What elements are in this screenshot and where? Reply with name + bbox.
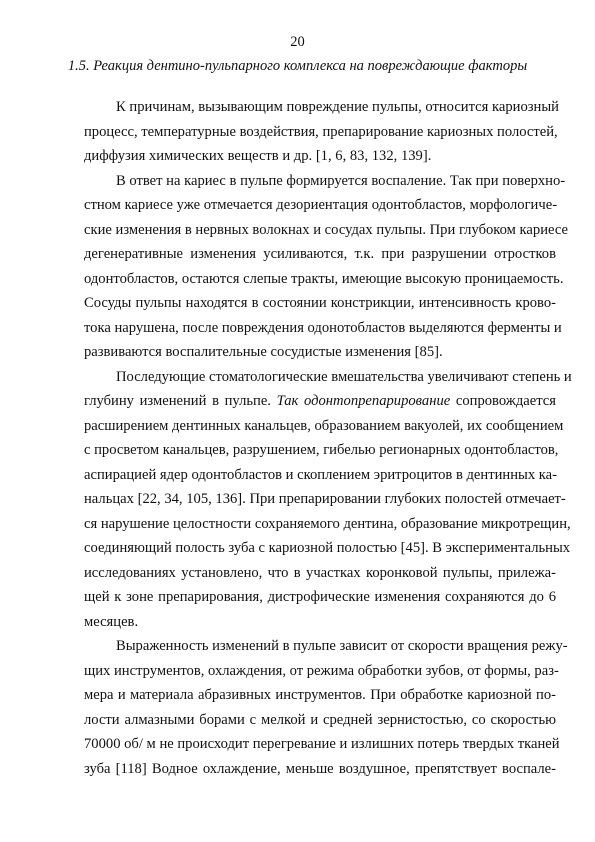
text-line: щей к зоне препарирования, дистрофические изменения сохраняются до 6 bbox=[84, 589, 556, 605]
text-line bbox=[84, 389, 556, 414]
text-line: процесс, температурные воздействия, препарирование кариозных полостей, bbox=[84, 123, 558, 140]
paragraph-4 bbox=[84, 634, 568, 781]
section-heading: 1.5. Реакция дентино-пульпарного комплекса на повреждающие факторы bbox=[67, 58, 528, 74]
italic-term: Так одонтопрепарирование bbox=[276, 393, 451, 409]
body-text bbox=[84, 95, 572, 781]
text-line: Последующие стоматологические вмешательства увеличивают степень и bbox=[116, 368, 572, 385]
paragraph-2 bbox=[84, 169, 568, 365]
text-line: исследованиях установлено, что в участках коронковой пульпы, прилежа- bbox=[84, 564, 556, 581]
text-line: месяцев. bbox=[84, 613, 139, 630]
text-line: одонтобластов, остаются слепые тракты, имеющие высокую проницаемость. bbox=[84, 270, 564, 287]
text-line: зуба [118] Водное охлаждение, меньше воздушное, препятствует воспале- bbox=[84, 760, 556, 777]
text-line: ся нарушение целостности сохраняемого дентина, образование микротрещин, bbox=[84, 515, 571, 532]
text-line: дегенеративные изменения усиливаются, т.к. при разрушении отростков bbox=[84, 246, 556, 262]
text-line: диффузия химических веществ и др. [1, 6, 83, 132, 139]. bbox=[84, 148, 432, 164]
text-line: соединяющий полость зуба с кариозной полостью [45]. В экспериментальных bbox=[84, 540, 571, 556]
text-line: лости алмазными борами с мелкой и средней зернистостью, со скоростью bbox=[84, 711, 556, 728]
text-line: Выраженность изменений в пульпе зависит от скорости вращения режу- bbox=[116, 638, 568, 654]
text-line: В ответ на кариес в пульпе формируется воспаление. Так при поверхно- bbox=[116, 172, 566, 189]
text-line: ские изменения в нервных волокнах и сосудах пульпы. При глубоком кариесе bbox=[84, 221, 568, 238]
text-line: расширением дентинных канальцев, образованием вакуолей, их сообщением bbox=[84, 417, 564, 434]
paragraph-1 bbox=[84, 95, 559, 169]
text-line: мера и материала абразивных инструментов. При обработке кариозной по- bbox=[84, 687, 556, 703]
text-line: тока нарушена, после повреждения одонотобластов выделяются ферменты и bbox=[84, 319, 562, 336]
page-number: 20 bbox=[290, 34, 305, 50]
text-run: глубину изменений в пульпе. bbox=[84, 393, 277, 409]
text-line: К причинам, вызывающим повреждение пульпы, относится кариозный bbox=[116, 99, 559, 115]
text-run: сопровождается bbox=[450, 393, 556, 409]
text-line: с просветом канальцев, разрушением, гибелью регионарных одонтобластов, bbox=[84, 442, 559, 458]
text-line: 70000 об/ м не происходит перегревание и излишних потерь твердых тканей bbox=[84, 736, 560, 752]
text-line: аспирацией ядер одонтобластов и скоплением эритроцитов в дентинных ка- bbox=[84, 466, 557, 483]
text-line: нальцах [22, 34, 105, 136]. При препарировании глубоких полостей отмечает- bbox=[84, 491, 566, 507]
text-line: Сосуды пульпы находятся в состоянии констрикции, интенсивность крово- bbox=[84, 295, 556, 311]
text-line: развиваются воспалительные сосудистые изменения [85]. bbox=[84, 344, 443, 360]
text-line: стном кариесе уже отмечается дезориентация одонтобластов, морфологиче- bbox=[84, 197, 558, 213]
text-line: щих инструментов, охлаждения, от режима обработки зубов, от формы, раз- bbox=[84, 662, 559, 679]
paragraph-3 bbox=[84, 365, 572, 635]
